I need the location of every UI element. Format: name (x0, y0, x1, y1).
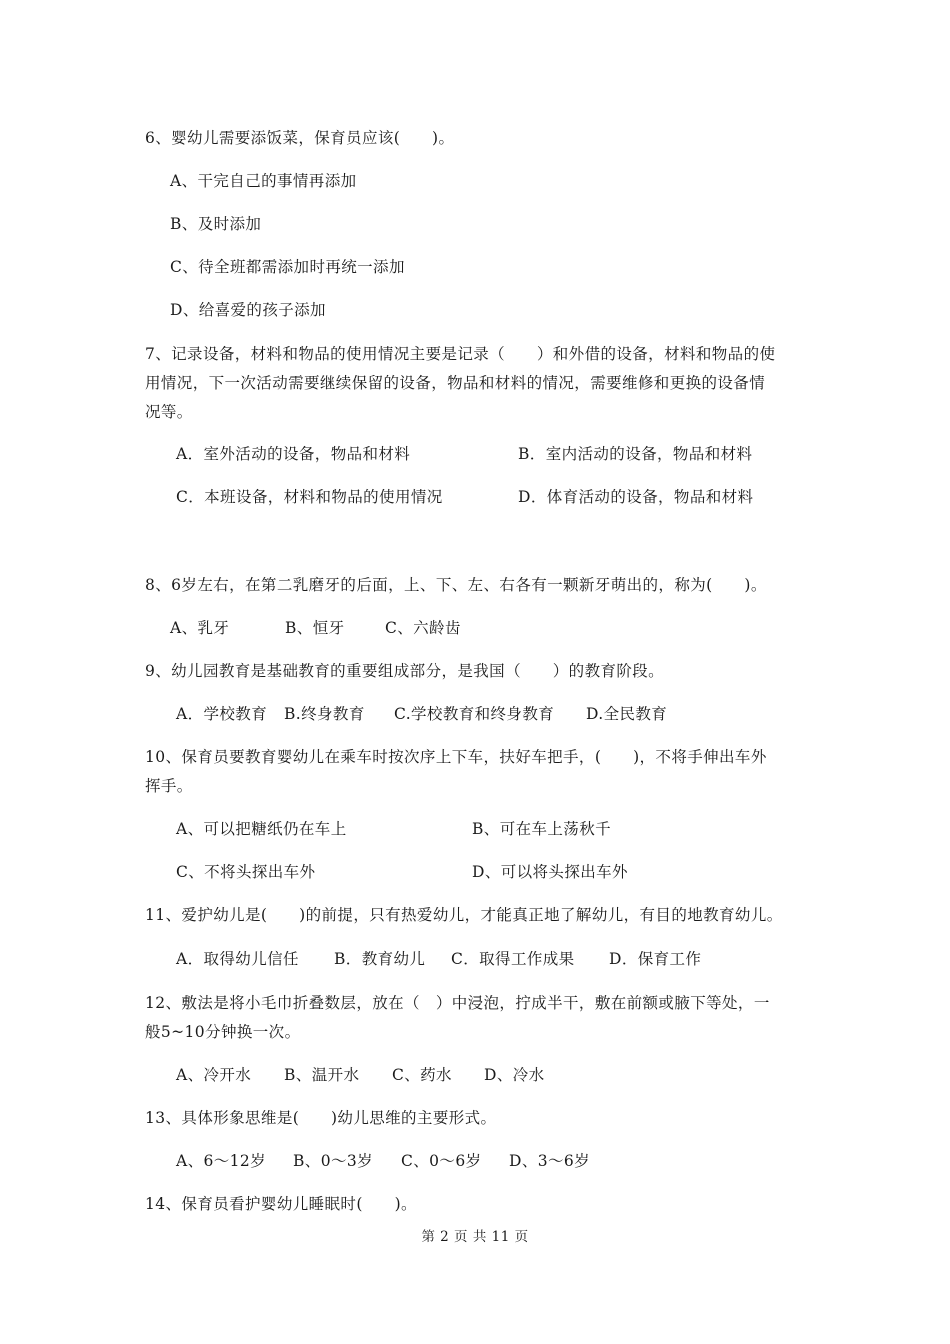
question-12-options (176, 1065, 545, 1085)
question-6-option-d: D、给喜爱的孩子添加 (170, 301, 326, 319)
question-10-stem-line-2: 挥手。 (145, 777, 193, 795)
question-10-option-b: B、可在车上荡秋千 (472, 820, 611, 838)
question-8-stem: 8、6岁左右，在第二乳磨牙的后面，上、下、左、右各有一颗新牙萌出的，称为( )。 (145, 576, 767, 594)
question-11-option-d: D．保育工作 (609, 950, 702, 968)
question-8-option-c: C、六龄齿 (385, 619, 461, 637)
question-7-option-d: D．体育活动的设备，物品和材料 (518, 488, 754, 506)
question-9-option-d: D.全民教育 (586, 705, 668, 723)
question-11-stem: 11、爱护幼儿是( )的前提，只有热爱幼儿，才能真正地了解幼儿，有目的地教育幼儿。 (145, 906, 783, 924)
question-9-option-a: A．学校教育 (176, 705, 268, 723)
question-6-stem: 6、婴幼儿需要添饭菜，保育员应该( )。 (145, 129, 455, 147)
question-7-stem-line-1: 7、记录设备，材料和物品的使用情况主要是记录（ ）和外借的设备，材料和物品的使 (145, 345, 776, 363)
question-12-option-c: C、药水 (392, 1066, 452, 1084)
page-number-footer: 第 2 页 共 11 页 (421, 1229, 529, 1245)
question-13-options (176, 1151, 590, 1171)
question-11-option-b: B．教育幼儿 (334, 950, 426, 968)
question-9-option-c: C.学校教育和终身教育 (394, 705, 555, 723)
question-13-stem: 13、具体形象思维是( )幼儿思维的主要形式。 (145, 1109, 497, 1127)
question-12-option-b: B、温开水 (284, 1066, 360, 1084)
question-12-stem-line-1: 12、敷法是将小毛巾折叠数层，放在（ ）中浸泡，拧成半干，敷在前额或腋下等处，一 (145, 994, 770, 1012)
question-8-option-b: B、恒牙 (285, 619, 345, 637)
question-13-option-b: B、0～3岁 (293, 1152, 374, 1170)
question-11-options (176, 949, 701, 969)
question-8-option-a: A、乳牙 (170, 619, 230, 637)
question-8-options (170, 618, 461, 638)
question-10-option-d: D、可以将头探出车外 (472, 863, 628, 881)
question-10-option-a: A、可以把糖纸仍在车上 (176, 820, 347, 838)
question-13-option-c: C、0～6岁 (401, 1152, 482, 1170)
question-12-stem-line-2: 般5~10分钟换一次。 (145, 1023, 301, 1041)
question-6-option-a: A、干完自己的事情再添加 (170, 172, 357, 190)
question-6-option-c: C、待全班都需添加时再统一添加 (170, 258, 405, 276)
question-7-option-c: C．本班设备，材料和物品的使用情况 (176, 488, 443, 506)
question-7-option-a: A．室外活动的设备，物品和材料 (176, 445, 411, 463)
question-11-option-a: A．取得幼儿信任 (176, 950, 299, 968)
question-13-option-d: D、3～6岁 (509, 1152, 591, 1170)
question-9-option-b: B.终身教育 (284, 705, 365, 723)
question-7-stem-line-3: 况等。 (145, 403, 193, 421)
question-6-option-b: B、及时添加 (170, 215, 262, 233)
question-12-option-d: D、冷水 (484, 1066, 545, 1084)
question-10-option-c: C、不将头探出车外 (176, 863, 316, 881)
question-12-option-a: A、冷开水 (176, 1066, 252, 1084)
question-14-stem: 14、保育员看护婴幼儿睡眠时( )。 (145, 1195, 417, 1213)
question-7-option-b: B．室内活动的设备，物品和材料 (518, 445, 753, 463)
question-9-options (176, 704, 667, 724)
question-9-stem: 9、幼儿园教育是基础教育的重要组成部分，是我国（ ）的教育阶段。 (145, 662, 665, 680)
question-7-stem-line-2: 用情况，下一次活动需要继续保留的设备，物品和材料的情况，需要维修和更换的设备情 (145, 374, 766, 392)
question-10-stem-line-1: 10、保育员要教育婴幼儿在乘车时按次序上下车，扶好车把手，( )，不将手伸出车外 (145, 748, 767, 766)
question-13-option-a: A、6～12岁 (176, 1152, 267, 1170)
question-11-option-c: C．取得工作成果 (451, 950, 575, 968)
